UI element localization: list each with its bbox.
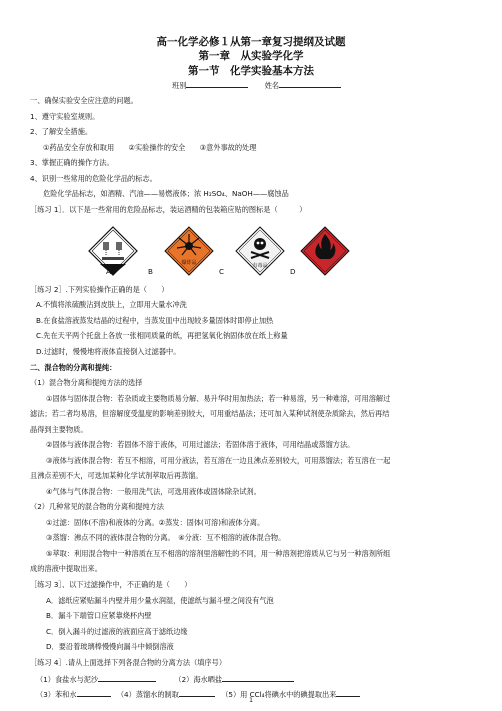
line: 晶得到主要物质。 [30,425,88,434]
line: ③蒸馏：沸点不同的液体混合物的分离。 ④分液：互不相溶的液体混合物。 [46,533,286,542]
hazard-signs [0,226,502,278]
line: （1）混合物分离和提纯方法的选择 [30,378,143,387]
doc-title: 高一化学必修１从第一章复习提纲及试题 [156,36,346,48]
item-5: （5）用 CCl₄将碘水中的碘提取出来 [221,690,337,699]
sign-label-a: A [106,267,111,276]
line: ③液体与液体混合物：若互不相溶，可用分液法，若互溶在一边且沸点差别较大，可用蒸馏法；若互溶在一起 [46,456,391,465]
line: 且沸点差别不大，可选加某种化学试剂萃取后再蒸馏。 [30,471,203,480]
sign-b-label: 爆炸品 [181,260,197,266]
page-number: 1 [249,697,253,704]
exercise-1: ［练习 1］．以下是一些常用的危险品标志，装运酒精的包装箱应贴的图标是（ ） [30,205,307,214]
corrosive-sign-icon [88,226,138,276]
line: ①过滤：固体(不溶)和液体的分离。②蒸发：固体(可溶)和液体分离。 [46,518,265,527]
class-label: 班别 [172,81,187,90]
line: 成的溶液中提取出来。 [30,564,102,573]
section-heading: 二、混合物的分离和提纯： [30,363,117,372]
item-1: （1）食盐水与泥沙 [36,675,99,684]
line: 一、确保实验安全应注意的问题。 [30,96,138,105]
section-title: 第一节 化学实验基本方法 [188,65,314,77]
sign-label-b: B [148,267,153,276]
line: ②固体与液体混合物：若固体不溶于液体，可用过滤法；若固体溶于液体，可用结晶或蒸馏方法。 [46,440,355,449]
option-b: B．漏斗下端管口应紧靠烧杯内壁 [46,611,152,620]
line: 4、识别一些常用的危险化学品的标志。 [30,174,157,183]
option-a: A．滤纸应紧贴漏斗内壁并用少量水润湿，使滤纸与漏斗壁之间没有气泡 [46,596,274,605]
option-a: A.不慎将浓硫酸沾到皮肤上，立即用大量水冲洗 [36,300,187,309]
class-blank[interactable] [186,80,248,88]
line: 1、遵守实验室规则。 [30,112,100,121]
sign-label-c: C [219,267,225,276]
name-label: 姓名 [264,81,280,90]
sign-label-d: D [290,267,296,276]
option-b: B.在食盐溶液蒸发结晶的过程中，当蒸发皿中出现较多量固体时即停止加热 [36,316,274,325]
flammable-sign-icon [300,226,350,276]
answer-blank[interactable] [179,689,215,697]
line: 3、掌握正确的操作方法。 [30,158,114,167]
item-2: （2）海水晒盐 [174,675,223,684]
answer-blank[interactable] [222,674,294,682]
toxic-sign-icon [235,226,285,276]
answer-blank[interactable] [98,674,156,682]
answer-blank[interactable] [336,689,360,697]
line: ①药品安全存放和取用 ②实验操作的安全 ③意外事故的处理 [43,143,257,152]
explosive-sign-icon [164,226,214,276]
exercise-2: ［练习 2］.下列实验操作正确的是（ ） [30,285,169,294]
exercise-4: ［练习 4］.请从上面选择下列各混合物的分离方法（填序号） [30,658,227,667]
item-3: （3）苯和水 [36,690,77,699]
line: 滤法；若二者均易溶，但溶解度受温度的影响差别较大，可用重结晶法；还可加入某种试剂使杂质除去，然后再结 [30,409,390,418]
line: （2）几种常见的混合物的分离和提纯方法 [30,502,164,511]
option-c: C．倒入漏斗的过滤液的液面应高于滤纸边缘 [46,627,188,636]
line: ①固体与固体混合物：若杂质或主要物质易分解、易升华时用加热法；若一种易溶，另一种难溶，可用溶解过 [46,394,391,403]
exercise-3: ［练习 3］、以下过滤操作中，不正确的是（ ） [30,580,192,589]
chapter-title: 第一章 从实验学化学 [198,50,304,62]
option-d: D.过滤时，慢慢地将液体直接倒入过滤器中。 [36,347,181,356]
exercise-4-row-1 [36,674,294,684]
name-blank[interactable] [279,80,341,88]
item-4: （4）蒸馏水的制取 [116,690,179,699]
class-name-row [172,80,341,90]
line: ④气体与气体混合物：一般用洗气法，可选用液体或固体除杂试剂。 [46,487,261,496]
sign-c-label: 有毒品 [252,263,268,269]
answer-blank[interactable] [77,689,111,697]
option-d: D．要沿着玻璃棒慢慢向漏斗中倾倒溶液 [46,642,174,651]
line: ⑤萃取：利用混合物中一种溶质在互不相溶的溶剂里溶解性的不同，用一种溶剂把溶质从它与另一种溶剂所组 [46,549,391,558]
line: 2、了解安全措施。 [30,127,93,136]
line: 危险化学品标志，如酒精、汽油——易燃液体；浓 H₂SO₄、NaOH——腐蚀品 [43,189,289,198]
option-c: C.先在天平两个托盘上各放一张相同质量的纸，再把氢氧化钠固体放在纸上称量 [36,331,288,340]
